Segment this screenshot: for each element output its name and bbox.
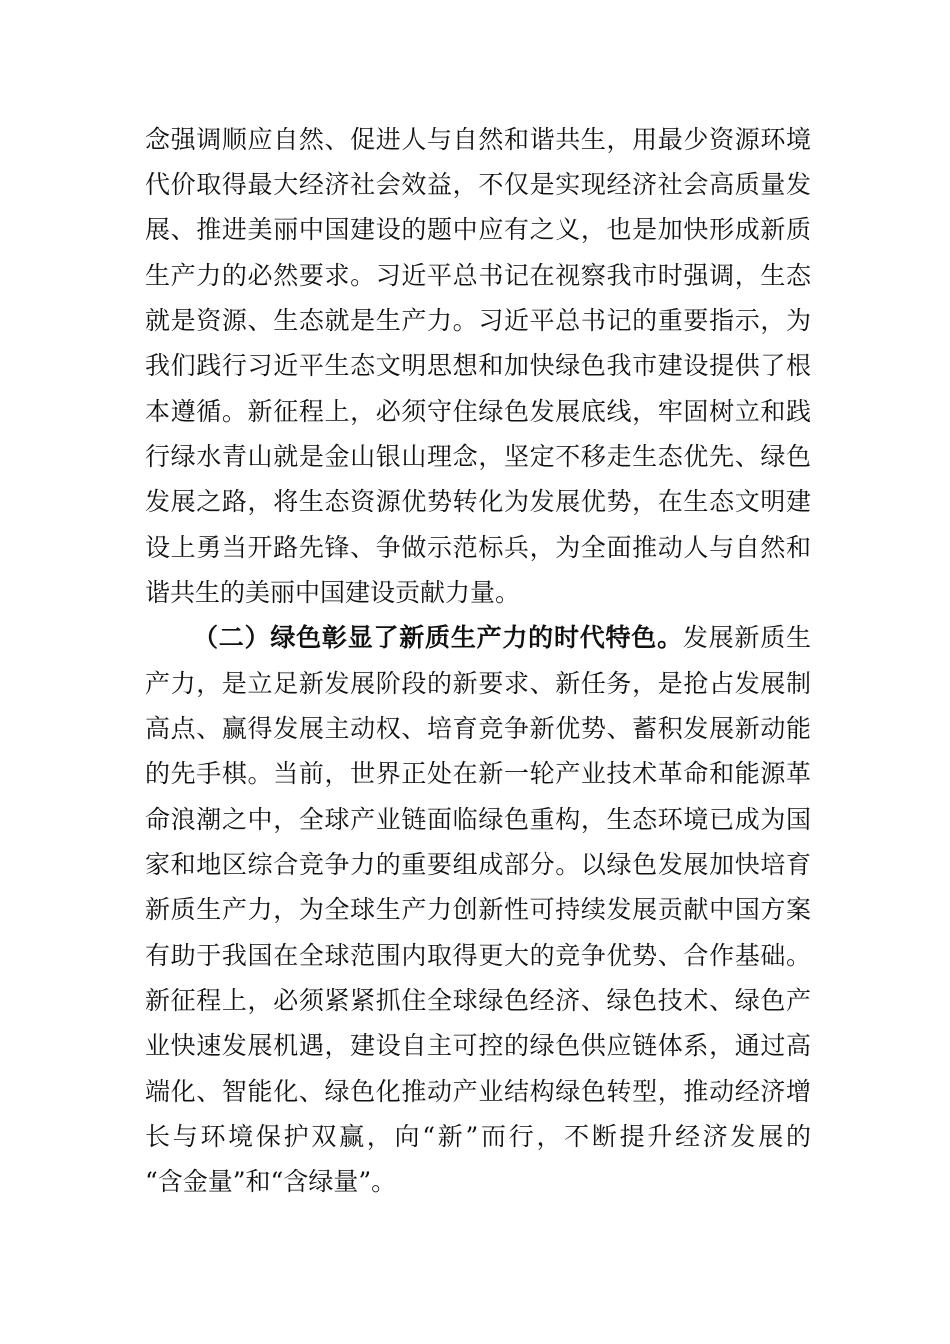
paragraph-line: 念强调顺应自然、促进人与自然和谐共生，用最少资源环境	[145, 125, 811, 154]
paragraph-line: 命浪潮之中，全球产业链面临绿色重构，生态环境已成为国	[145, 805, 811, 834]
paragraph-line: 发展之路，将生态资源优势转化为发展优势，在生态文明建	[145, 487, 811, 516]
paragraph-line: 端化、智能化、绿色化推动产业结构绿色转型，推动经济增	[145, 1077, 811, 1106]
paragraph-first-line	[193, 618, 811, 658]
paragraph-line: 新征程上，必须紧紧抓住全球绿色经济、绿色技术、绿色产	[145, 986, 811, 1015]
paragraph-line: 谐共生的美丽中国建设贡献力量。	[145, 578, 521, 607]
paragraph-line: 的先手棋。当前，世界正处在新一轮产业技术革命和能源革	[145, 759, 811, 788]
paragraph-line: 长与环境保护双赢，向“新”而行，不断提升经济发展的	[145, 1122, 811, 1151]
paragraph-line: 新质生产力，为全球生产力创新性可持续发展贡献中国方案	[145, 895, 811, 924]
paragraph-line: 本遵循。新征程上，必须守住绿色发展底线，牢固树立和践	[145, 397, 811, 426]
paragraph-line-continuation: 发展新质生	[682, 623, 811, 652]
paragraph-line: 设上勇当开路先锋、争做示范标兵，为全面推动人与自然和	[145, 533, 811, 562]
paragraph-line: 生产力的必然要求。习近平总书记在视察我市时强调，生态	[145, 261, 811, 290]
section-heading: （二）绿色彰显了新质生产力的时代特色。	[193, 623, 683, 652]
paragraph-line: 产力，是立足新发展阶段的新要求、新任务，是抢占发展制	[145, 669, 811, 698]
paragraph-line: 我们践行习近平生态文明思想和加快绿色我市建设提供了根	[145, 351, 811, 380]
paragraph-line: 家和地区综合竞争力的重要组成部分。以绿色发展加快培育	[145, 850, 811, 879]
paragraph-line: 行绿水青山就是金山银山理念，坚定不移走生态优先、绿色	[145, 442, 811, 471]
paragraph-line: “含金量”和“含绿量”。	[145, 1167, 397, 1196]
paragraph-line: 展、推进美丽中国建设的题中应有之义，也是加快形成新质	[145, 215, 811, 244]
paragraph-line: 有助于我国在全球范围内取得更大的竞争优势、合作基础。	[145, 941, 811, 970]
paragraph-line: 就是资源、生态就是生产力。习近平总书记的重要指示，为	[145, 306, 811, 335]
paragraph-line: 代价取得最大经济社会效益，不仅是实现经济社会高质量发	[145, 170, 811, 199]
paragraph-line: 业快速发展机遇，建设自主可控的绿色供应链体系，通过高	[145, 1031, 811, 1060]
paragraph-line: 高点、赢得发展主动权、培育竞争新优势、蓄积发展新动能	[145, 714, 811, 743]
